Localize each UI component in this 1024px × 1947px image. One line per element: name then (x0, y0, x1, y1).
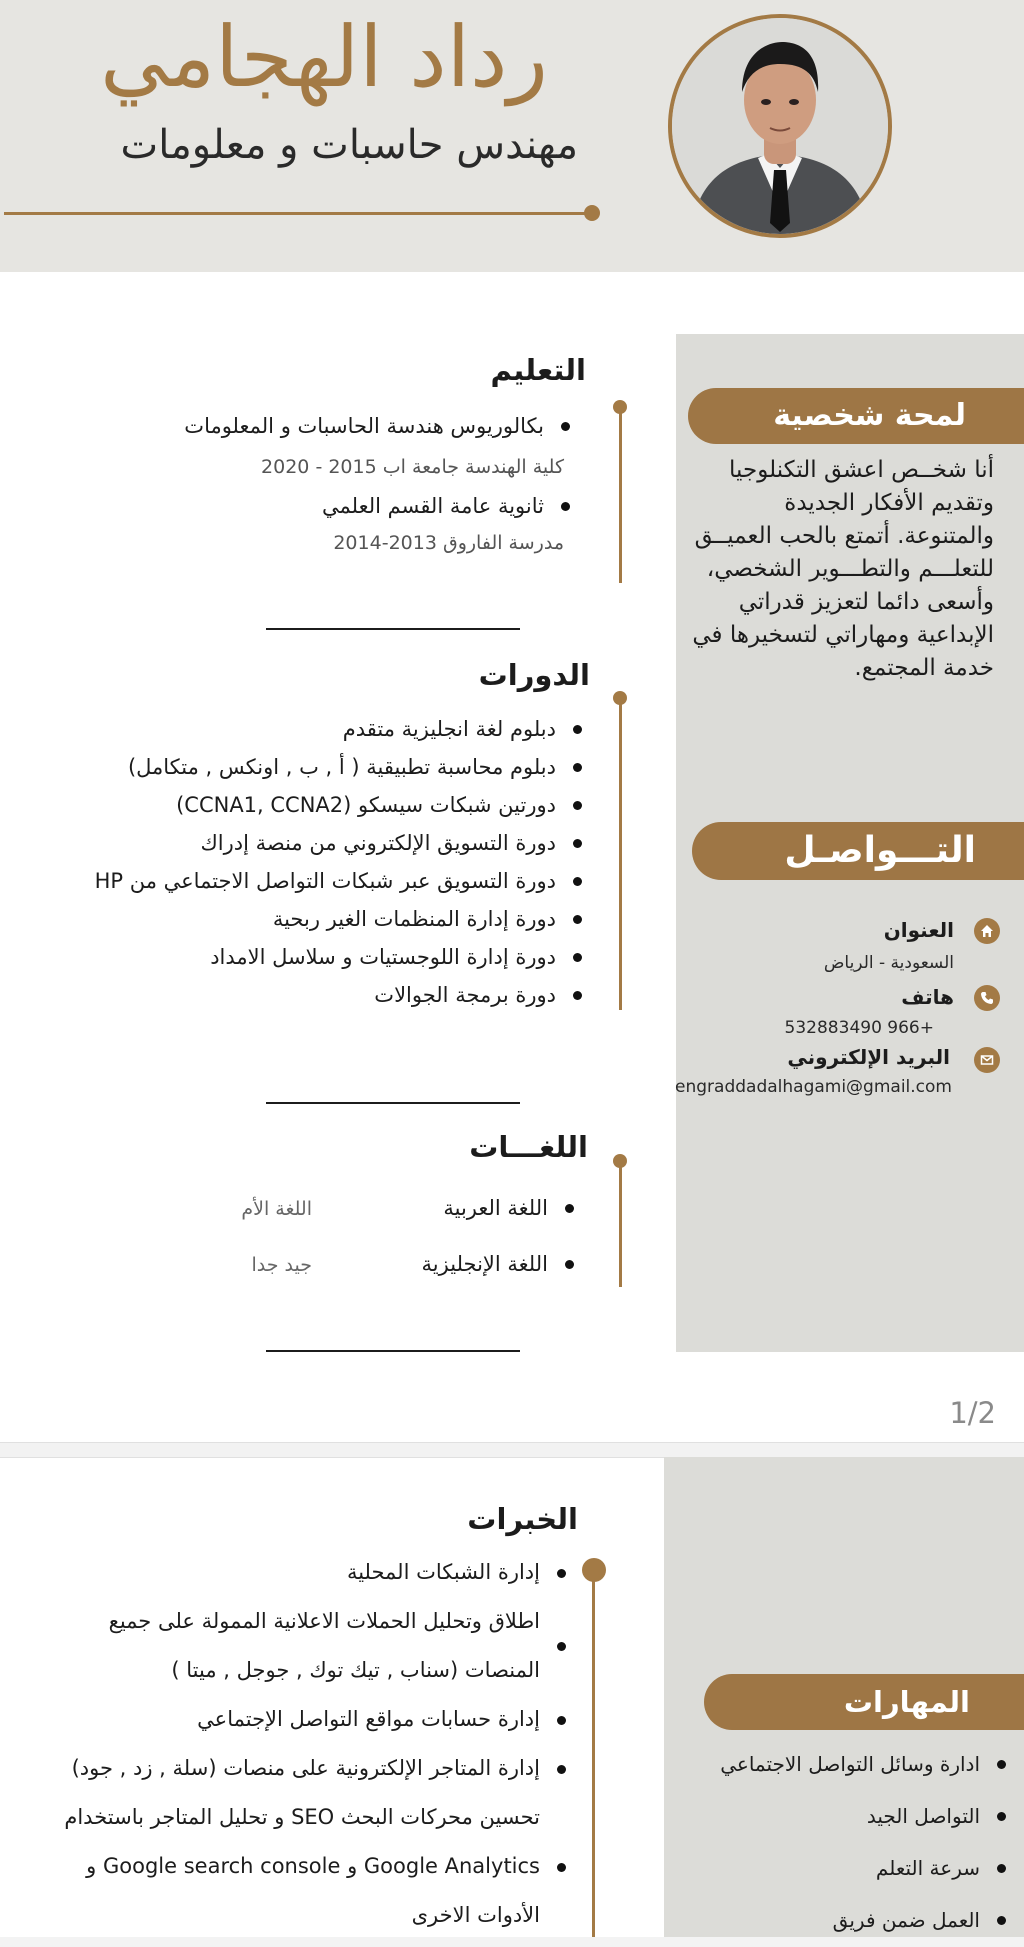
experience-list (40, 1548, 540, 1940)
education-detail: كلية الهندسة جامعة اب 2015 - 2020 (261, 456, 564, 478)
timeline-line (619, 1161, 622, 1287)
education-degree: ثانوية عامة القسم العلمي (321, 494, 544, 518)
experience-item: اطلاق وتحليل الحملات الاعلانية الممولة على جميع المنصات (سناب , تيك توك , جوجل , ميتا ) (40, 1597, 540, 1695)
phone-icon (974, 985, 1000, 1011)
education-list (184, 414, 544, 438)
course-item: دورة إدارة المنظمات الغير ربحية (95, 900, 556, 938)
skills-section-title: المهارات (704, 1674, 1024, 1730)
experience-item: إدارة حسابات مواقع التواصل الإجتماعي (40, 1695, 540, 1744)
timeline-line (592, 1578, 595, 1940)
contact-phone-value[interactable]: +966 532883490 (784, 1018, 934, 1038)
timeline-line (619, 698, 622, 1010)
course-item: دبلوم محاسبة تطبيقية ( أ , ب , اونكس , متكامل) (95, 748, 556, 786)
candidate-name: رداد الهجامي (100, 8, 548, 106)
courses-section-title: الدورات (478, 658, 590, 692)
course-item: دورتين شبكات سيسكو (CCNA1, CCNA2) (95, 786, 556, 824)
course-item: دورة إدارة اللوجستيات و سلاسل الامداد (95, 938, 556, 976)
course-item: دبلوم لغة انجليزية متقدم (95, 710, 556, 748)
skill-item: التواصل الجيد (720, 1790, 980, 1842)
course-item: دورة التسويق عبر شبكات التواصل الاجتماعي من HP (95, 862, 556, 900)
languages-list (443, 1196, 548, 1220)
timeline-line (619, 407, 622, 583)
skills-list (720, 1738, 980, 1946)
contact-section-title: التـــواصـل (692, 822, 1024, 880)
language-level: جيد جدا (251, 1254, 312, 1276)
contact-phone-label: هاتف (901, 985, 954, 1009)
skill-item: سرعة التعلم (720, 1842, 980, 1894)
language-name: اللغة العربية (443, 1196, 548, 1220)
profile-photo (668, 14, 892, 238)
home-icon (974, 918, 1000, 944)
profile-summary: أنا شخــص اعشق التكنلوجيا وتقديم الأفكار الجديدة والمتنوعة. أتمتع بالحب العميــق للتعلـــم والتطـــوير الشخصي، وأسعى دائما لتعزيز قدراتي الإبداعية ومهاراتي لتسخيرها في خدمة المجتمع. (692, 457, 994, 681)
experience-item: إدارة الشبكات المحلية (40, 1548, 540, 1597)
header-divider-dot (584, 205, 600, 221)
course-item: دورة التسويق الإلكتروني من منصة إدراك (95, 824, 556, 862)
profile-section-title: لمحة شخصية (688, 388, 1024, 444)
courses-list (95, 710, 556, 1014)
languages-section-title: اللغـــات (469, 1130, 588, 1164)
page-bottom-edge (0, 1937, 1024, 1947)
experience-item: إدارة المتاجر الإلكترونية على منصات (سلة , زد , جود) (40, 1744, 540, 1793)
course-item: دورة برمجة الجوالات (95, 976, 556, 1014)
experience-item: تحسين محركات البحث SEO و تحليل المتاجر باستخدام Google Analytics و Google search console و الأدوات الاخرى (40, 1793, 540, 1940)
contact-email-value[interactable]: engraddadalhagami@gmail.com (675, 1077, 952, 1097)
job-title: مهندس حاسبات و معلومات (120, 122, 578, 168)
section-separator (266, 628, 520, 630)
page-number: 1/2 (949, 1396, 996, 1430)
contact-address-value: السعودية - الرياض (823, 953, 954, 973)
page-break (0, 1442, 1024, 1458)
languages-list (422, 1252, 548, 1276)
language-name: اللغة الإنجليزية (421, 1252, 548, 1276)
skill-item: العمل ضمن فريق (720, 1894, 980, 1946)
education-section-title: التعليم (490, 353, 586, 387)
section-separator (266, 1102, 520, 1104)
education-list (322, 494, 544, 518)
contact-email-label: البريد الإلكتروني (787, 1045, 950, 1069)
mail-icon (974, 1047, 1000, 1073)
section-separator (266, 1350, 520, 1352)
education-degree: بكالوريوس هندسة الحاسبات و المعلومات (184, 414, 544, 438)
skill-item: ادارة وسائل التواصل الاجتماعي (720, 1738, 980, 1790)
person-avatar-icon (672, 18, 888, 234)
experience-section-title: الخبرات (467, 1502, 578, 1536)
header-divider-line (4, 212, 592, 215)
contact-address-label: العنوان (883, 918, 954, 942)
education-detail: مدرسة الفاروق 2013-2014 (333, 532, 564, 554)
language-level: اللغة الأم (241, 1198, 312, 1220)
